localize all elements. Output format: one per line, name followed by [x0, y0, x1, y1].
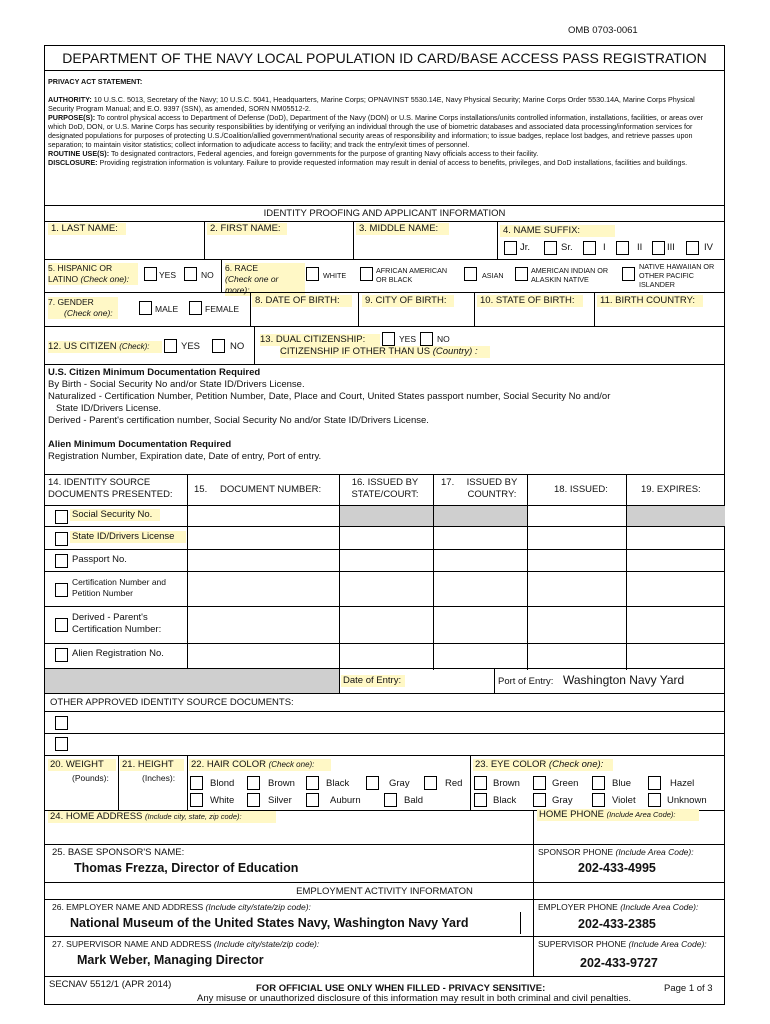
us-doc-line: By Birth - Social Security No and/or State ID/Drivers License. — [48, 379, 305, 390]
eye-brown-checkbox[interactable] — [474, 776, 487, 790]
race-text: 6. RACE — [225, 263, 259, 273]
weight-label: 20. WEIGHT — [48, 759, 116, 771]
home-phone-hint: (Include Area Code): — [606, 810, 676, 819]
purpose-text: To control physical access to Department of Defense (DoD), Department of the Navy (DON) or U.S. Marine Corps installations/units controlled information, installations, facilities, or areas over which DoD, DON, or U.S. Marine Corps has security responsibilities by identifying or verifying an individual through the use of biometric databases and associated data processing/information services for designated populations for purposes of protecting U.S./Coalition/allied government/national security areas of responsibility and information; to issue badges, replace lost badges, and retrieve passes upon separation; to maintain visitor statistics; collect information to adjudicate access to facility; and track the entry/exit times of personnel. — [48, 113, 703, 149]
eye-violet: Violet — [612, 795, 636, 806]
suffix-i-checkbox[interactable] — [583, 241, 596, 255]
hispanic-text: 5. HISPANIC OR — [48, 263, 113, 273]
page-number: Page 1 of 3 — [664, 983, 713, 994]
misuse-notice: Any misuse or unauthorized disclosure of this information may result in both criminal and civil penalties. — [197, 993, 632, 1004]
doc-derived-checkbox[interactable] — [55, 618, 68, 632]
doc-ssn-checkbox[interactable] — [55, 510, 68, 524]
suffix-iii-checkbox[interactable] — [652, 241, 665, 255]
us-citizen-no: NO — [230, 341, 245, 352]
supervisor-value: Mark Weber, Managing Director — [77, 953, 264, 967]
employer-phone-label — [538, 902, 698, 913]
date-of-entry-label: Date of Entry: — [341, 675, 405, 687]
dual-no: NO — [437, 334, 450, 344]
privacy-act-statement — [48, 77, 720, 167]
doc-passport-checkbox[interactable] — [55, 554, 68, 568]
home-address-text: 24. HOME ADDRESS — [50, 811, 143, 822]
ssn-issued-state-gray — [340, 506, 433, 526]
eye-black-checkbox[interactable] — [474, 793, 487, 807]
country-birth-label: 11. BIRTH COUNTRY: — [597, 295, 703, 307]
hair-brown: Brown — [268, 778, 295, 789]
other-docs-label: OTHER APPROVED IDENTITY SOURCE DOCUMENTS: — [50, 697, 294, 708]
hair-white: White — [210, 795, 235, 806]
sponsor-label: 25. BASE SPONSOR'S NAME: — [52, 847, 185, 858]
sponsor-value: Thomas Frezza, Director of Education — [74, 861, 299, 875]
gender-text: 7. GENDER — [48, 297, 94, 307]
employer-label — [52, 902, 311, 913]
eye-blue: Blue — [612, 778, 632, 789]
name-suffix-label: 4. NAME SUFFIX: — [500, 225, 615, 237]
hair-red: Red — [445, 778, 463, 789]
dual-country-paren: (Country) : — [432, 346, 478, 357]
col15-header: DOCUMENT NUMBER: — [220, 484, 322, 495]
suffix-i: I — [603, 242, 606, 253]
race-nh-checkbox[interactable] — [622, 267, 635, 281]
eye-check: (Check one): — [548, 759, 604, 770]
eye-gray-checkbox[interactable] — [533, 793, 546, 807]
sponsor-phone-label — [538, 847, 694, 858]
doc-ssn: Social Security No. — [70, 509, 160, 521]
hair-red-checkbox[interactable] — [424, 776, 437, 790]
first-name-label: 2. FIRST NAME: — [207, 223, 287, 235]
us-citizen-yes-checkbox[interactable] — [164, 339, 177, 353]
race-asian: ASIAN — [482, 271, 504, 280]
employment-header: EMPLOYMENT ACTIVITY INFORMATON — [296, 886, 473, 897]
hair-bald-checkbox[interactable] — [384, 793, 397, 807]
alien-doc-line: Registration Number, Expiration date, Date of entry, Port of entry. — [48, 451, 322, 462]
us-citizen-text: 12. US CITIZEN — [48, 341, 117, 352]
eye-violet-checkbox[interactable] — [592, 793, 605, 807]
eye-unknown-checkbox[interactable] — [648, 793, 661, 807]
dual-other-label — [280, 346, 490, 358]
us-citizen-check: (Check): — [119, 342, 150, 351]
doc-alien: Alien Registration No. — [72, 648, 164, 659]
hispanic-label — [48, 263, 138, 285]
hair-auburn-checkbox[interactable] — [306, 793, 319, 807]
hispanic-yes-checkbox[interactable] — [144, 267, 157, 281]
suffix-sr-checkbox[interactable] — [544, 241, 557, 255]
employer-phone-text: EMPLOYER PHONE — [538, 902, 618, 912]
dual-yes-checkbox[interactable] — [382, 332, 395, 346]
col19-header: 19. EXPIRES: — [641, 484, 701, 495]
race-white-checkbox[interactable] — [306, 267, 319, 281]
race-afam: AFRICAN AMERICAN OR BLACK — [376, 266, 448, 284]
suffix-iii: III — [667, 242, 675, 253]
employer-value: National Museum of the United States Navy, Washington Navy Yard — [70, 916, 469, 930]
authority-label: AUTHORITY: — [48, 95, 92, 104]
race-check-more: (Check one or more): — [225, 274, 279, 295]
doc-passport: Passport No. — [72, 554, 127, 565]
sponsor-phone-text: SPONSOR PHONE — [538, 847, 614, 857]
eye-black: Black — [493, 795, 517, 806]
race-white: WHITE — [323, 271, 347, 280]
col15-num: 15. — [194, 484, 208, 495]
privacy-heading: PRIVACY ACT STATEMENT: — [48, 77, 143, 86]
home-phone-text: HOME PHONE — [539, 809, 604, 820]
female: FEMALE — [205, 304, 240, 314]
race-asian-checkbox[interactable] — [464, 267, 477, 281]
doc-stateid: State ID/Drivers License — [70, 531, 186, 543]
sponsor-phone-value: 202-433-4995 — [578, 861, 656, 875]
hispanic-check-one: (Check one): — [80, 274, 130, 284]
race-amind: AMERICAN INDIAN OR ALASKIN NATIVE — [531, 266, 609, 284]
routine-text: To designated contractors, Federal agencies, and foreign governments for the purpose of granting Navy officials access to their facility. — [110, 149, 539, 158]
col17-header: ISSUED BY COUNTRY: — [466, 477, 518, 500]
hair-auburn: Auburn — [330, 795, 361, 806]
dual-yes: YES — [399, 334, 417, 344]
eye-gray: Gray — [552, 795, 573, 806]
other-doc-1-checkbox[interactable] — [55, 716, 68, 730]
city-birth-label: 9. CITY OF BIRTH: — [362, 295, 454, 307]
suffix-jr: Jr. — [520, 242, 531, 253]
dob-label: 8. DATE OF BIRTH: — [252, 295, 352, 307]
male-checkbox[interactable] — [139, 301, 152, 315]
female-checkbox[interactable] — [189, 301, 202, 315]
us-citizen-label — [48, 341, 162, 353]
supervisor-phone-text: SUPERVISOR PHONE — [538, 939, 627, 949]
disclosure-text: Providing registration information is voluntary. Failure to provide requested information may result in denial of access to benefits, privileges, and DoD installations, facilities and buildings. — [99, 158, 688, 167]
last-name-label: 1. LAST NAME: — [48, 223, 126, 235]
hair-check: (Check one): — [268, 760, 315, 769]
hair-text: 22. HAIR COLOR — [191, 759, 266, 770]
eye-text: 23. EYE COLOR — [475, 759, 547, 770]
home-phone-label — [537, 809, 699, 821]
doc-stateid-checkbox[interactable] — [55, 532, 68, 546]
hispanic-yes: YES — [159, 270, 177, 280]
hair-white-checkbox[interactable] — [190, 793, 203, 807]
doc-alien-checkbox[interactable] — [55, 648, 68, 662]
alien-doc-heading: Alien Minimum Documentation Required — [48, 439, 232, 450]
height-unit: (Inches): — [142, 773, 176, 783]
supervisor-phone-value: 202-433-9727 — [580, 956, 658, 970]
omb-number: OMB 0703-0061 — [568, 25, 638, 36]
suffix-jr-checkbox[interactable] — [504, 241, 517, 255]
supervisor-label — [52, 939, 319, 950]
hispanic-no-checkbox[interactable] — [184, 267, 197, 281]
port-of-entry-label: Port of Entry: — [498, 676, 554, 687]
suffix-iv: IV — [704, 242, 713, 253]
us-doc-line: Naturalized - Certification Number, Petition Number, Date, Place and Court, United States passport number, Social Security No and/or — [48, 391, 611, 402]
suffix-iv-checkbox[interactable] — [686, 241, 699, 255]
form-number: SECNAV 5512/1 (APR 2014) — [49, 979, 172, 990]
hair-gray: Gray — [389, 778, 410, 789]
col17-num: 17. — [441, 477, 455, 488]
hair-bald: Bald — [404, 795, 424, 806]
supervisor-hint: (Include city/state/zip code): — [213, 939, 320, 949]
purpose-label: PURPOSE(S): — [48, 113, 96, 122]
hair-blond-checkbox[interactable] — [190, 776, 203, 790]
race-afam-checkbox[interactable] — [360, 267, 373, 281]
ssn-issued-country-gray — [434, 506, 527, 526]
dual-citizenship-label: 13. DUAL CITIZENSHIP: — [260, 334, 380, 346]
home-address-hint: (Include city, state, zip code): — [145, 812, 242, 821]
suffix-ii-checkbox[interactable] — [616, 241, 629, 255]
authority-text: 10 U.S.C. 5013, Secretary of the Navy; 10 U.S.C. 5041, Headquarters, Marine Corps; OPNAVINST 5530.14E, Navy Physical Security; Marine Corps Order 5530.14A, Marine Corps Physical Security Program Manual; and E.O. 9397 (SSN), as amended, SORN NM05512-2. — [48, 95, 695, 113]
hair-gray-checkbox[interactable] — [366, 776, 379, 790]
eye-hazel-checkbox[interactable] — [648, 776, 661, 790]
suffix-sr: Sr. — [561, 242, 573, 253]
form-title: DEPARTMENT OF THE NAVY LOCAL POPULATION ID CARD/BASE ACCESS PASS REGISTRATION — [62, 50, 707, 66]
supervisor-text: 27. SUPERVISOR NAME AND ADDRESS — [52, 939, 212, 949]
fouo-notice: FOR OFFICIAL USE ONLY WHEN FILLED - PRIVACY SENSITIVE: — [256, 983, 546, 994]
us-doc-heading: U.S. Citizen Minimum Documentation Required — [48, 367, 261, 378]
middle-name-label: 3. MIDDLE NAME: — [356, 223, 449, 235]
eye-green: Green — [552, 778, 579, 789]
doc-cert-checkbox[interactable] — [55, 583, 68, 597]
routine-label: ROUTINE USE(S): — [48, 149, 110, 158]
ssn-expires-gray — [627, 506, 725, 526]
identity-header: IDENTITY PROOFING AND APPLICANT INFORMATION — [263, 208, 506, 219]
eye-hazel: Hazel — [670, 778, 695, 789]
supervisor-phone-hint: (Include Area Code): — [628, 939, 707, 949]
home-address-label — [48, 811, 276, 823]
eye-unknown: Unknown — [667, 795, 707, 806]
doc-derived: Derived - Parent's Certification Number: — [72, 612, 162, 635]
hair-black-checkbox[interactable] — [306, 776, 319, 790]
hair-brown-checkbox[interactable] — [247, 776, 260, 790]
us-citizen-no-checkbox[interactable] — [212, 339, 225, 353]
suffix-ii: II — [637, 242, 643, 253]
hispanic-no: NO — [201, 270, 214, 280]
us-doc-line: State ID/Drivers License. — [56, 403, 162, 414]
other-doc-2-checkbox[interactable] — [55, 737, 68, 751]
height-label: 21. HEIGHT — [120, 759, 184, 771]
employer-hint: (Include city/state/zip code): — [205, 902, 311, 912]
latino-text: LATINO — [48, 274, 79, 284]
us-citizen-yes: YES — [181, 341, 201, 352]
weight-unit: (Pounds): — [72, 773, 109, 783]
eye-green-checkbox[interactable] — [533, 776, 546, 790]
entry-gray — [45, 669, 339, 693]
doc-cert: Certification Number and Petition Number — [72, 577, 167, 598]
hair-black: Black — [326, 778, 350, 789]
hair-blond: Blond — [210, 778, 235, 789]
male: MALE — [155, 304, 179, 314]
col16-header: 16. ISSUED BY STATE/COURT: — [351, 477, 419, 500]
eye-brown: Brown — [493, 778, 520, 789]
col18-header: 18. ISSUED: — [554, 484, 608, 495]
employer-text: 26. EMPLOYER NAME AND ADDRESS — [52, 902, 204, 912]
race-amind-checkbox[interactable] — [515, 267, 528, 281]
sponsor-phone-hint: (Include Area Code): — [615, 847, 694, 857]
documentation-required — [48, 367, 720, 463]
gender-label — [48, 297, 118, 319]
state-birth-label: 10. STATE OF BIRTH: — [477, 295, 583, 307]
hair-label — [189, 759, 331, 771]
employer-phone-hint: (Include Area Code): — [620, 902, 699, 912]
eye-blue-checkbox[interactable] — [592, 776, 605, 790]
gender-check-one: (Check one): — [64, 308, 113, 318]
eye-label — [473, 759, 613, 771]
race-nh: NATIVE HAWAIIAN OR OTHER PACIFIC ISLANDER — [639, 262, 715, 289]
us-doc-line: Derived - Parent's certification number, Social Security No and/or State ID/Drivers License. — [48, 415, 429, 426]
port-of-entry-value: Washington Navy Yard — [563, 673, 685, 687]
hair-silver: Silver — [268, 795, 292, 806]
disclosure-label: DISCLOSURE: — [48, 158, 98, 167]
dual-other-text: CITIZENSHIP IF OTHER THAN US — [280, 346, 431, 357]
hair-silver-checkbox[interactable] — [247, 793, 260, 807]
employer-phone-value: 202-433-2385 — [578, 917, 656, 931]
col14-header: 14. IDENTITY SOURCE DOCUMENTS PRESENTED: — [48, 477, 173, 500]
supervisor-phone-label — [538, 939, 707, 950]
dual-no-checkbox[interactable] — [420, 332, 433, 346]
